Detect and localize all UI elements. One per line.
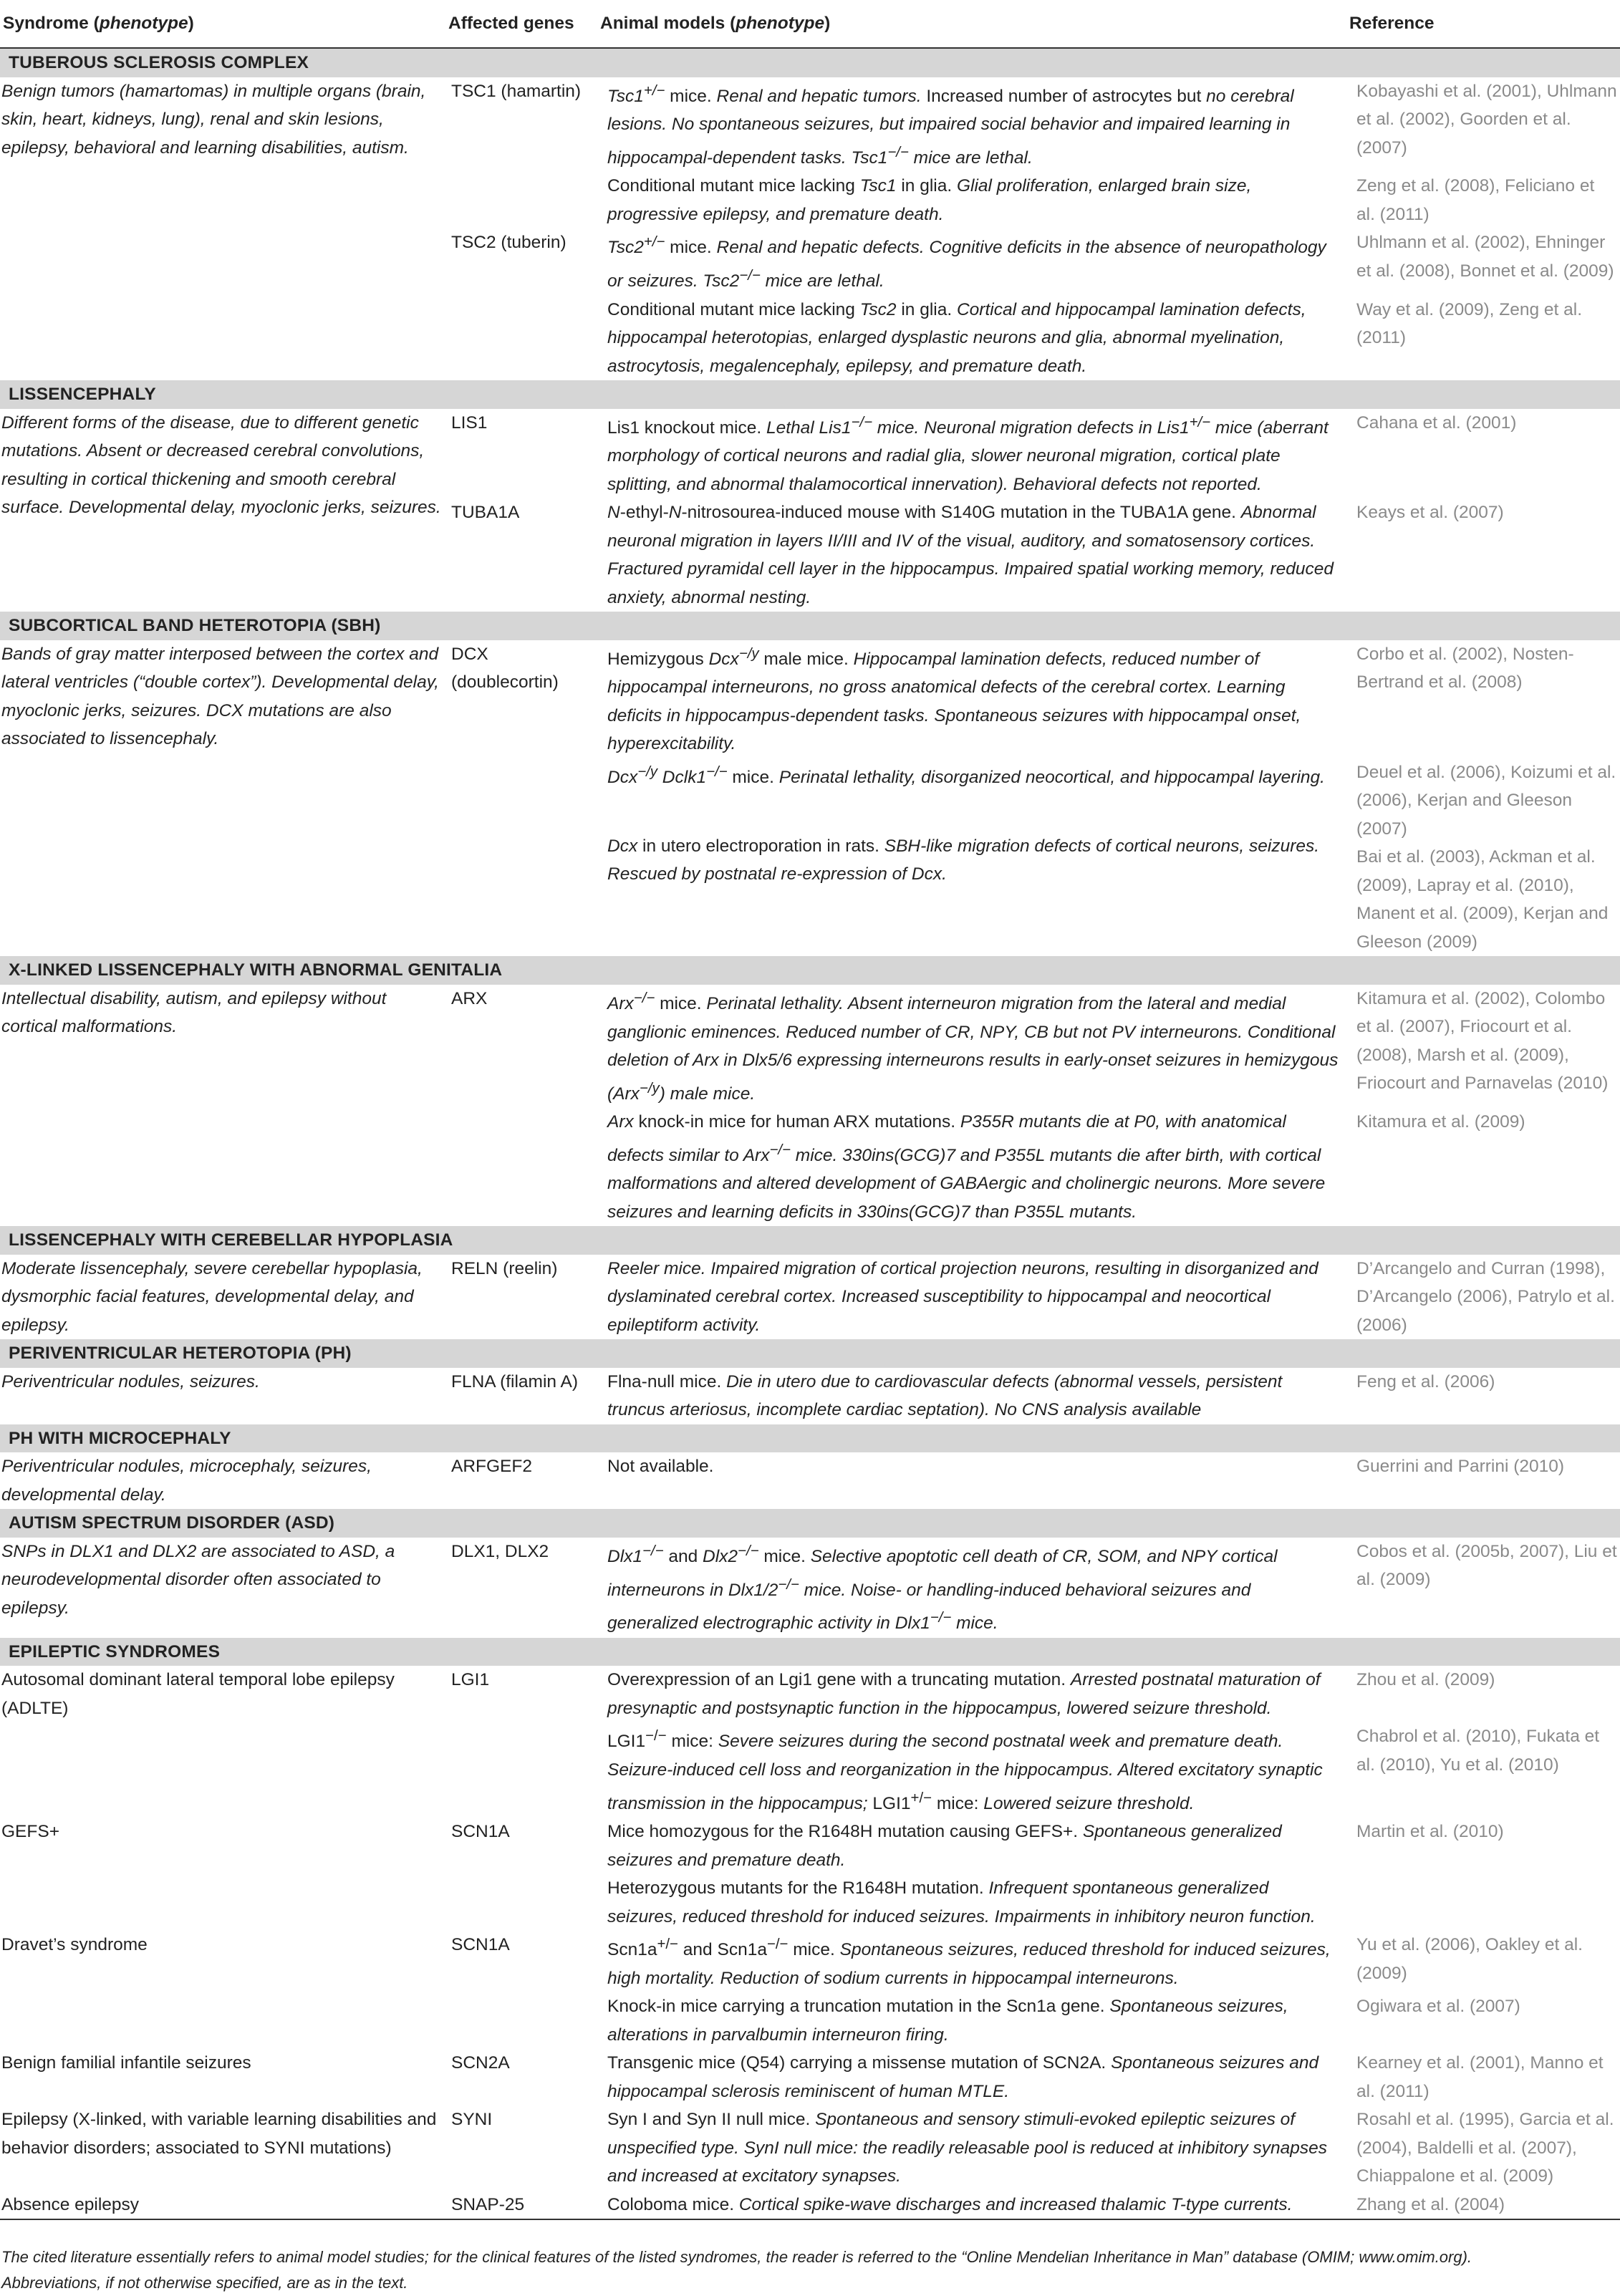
table-row: [0, 1818, 1620, 1874]
reference-cell: Cobos et al. (2005b, 2007), Liu et al. (2009): [1356, 1541, 1617, 1590]
reference-cell: Keays et al. (2007): [1356, 503, 1504, 523]
gene-cell: TUBA1A: [451, 503, 520, 523]
gene-cell: TSC2 (tuberin): [451, 233, 566, 253]
table-row: [0, 2106, 1620, 2191]
reference-cell: Guerrini and Parrini (2010): [1356, 1457, 1565, 1477]
reference-cell: Deuel et al. (2006), Koizumi et al. (2006), Kerjan and Gleeson (2007) Bai et al. (2003), Ackman et al. (2009), Lapray et al. (2010), Manent et al. (2009), Kerjan and Gleeson (2009): [1356, 762, 1616, 952]
model-cell: Overexpression of an Lgi1 gene with a truncating mutation. Arrested postnatal maturation of presynaptic and postsynaptic function in the hippocampus, lowered seizure threshold.: [607, 1670, 1321, 1718]
syndrome-phenotype: Moderate lissencephaly, severe cerebellar hypoplasia, dysmorphic facial features, developmental delay, and epilepsy.: [1, 1258, 423, 1335]
reference-cell: Yu et al. (2006), Oakley et al. (2009): [1356, 1935, 1583, 1983]
gene-cell: LIS1: [451, 413, 488, 433]
section-xlag: [0, 956, 1620, 1226]
footnote-line: The cited literature essentially refers to animal model studies; for the clinical features of the listed syndromes, the reader is referred to the “Online Mendelian Inheritance in Man” database (OMIM; www.omim.org).: [1, 2248, 1472, 2266]
gene-cell: SCN1A: [451, 1935, 510, 1955]
section-title: LISSENCEPHALY WITH CEREBELLAR HYPOPLASIA: [0, 1226, 1620, 1255]
model-cell: N-ethyl-N-nitrosourea-induced mouse with S140G mutation in the TUBA1A gene. Abnormal neuronal migration in layers II/III and IV of the visual, auditory, and somatosensory cortices. Fractured pyramidal cell layer in the hippocampus. Impaired spatial working memory, reduced anxiety, abnormal nesting.: [607, 503, 1334, 607]
model-cell: Flna-null mice. Die in utero due to cardiovascular defects (abnormal vessels, persistent truncus arteriosus, incomplete cardiac septation). No CNS analysis available: [607, 1371, 1283, 1420]
reference-cell: Kobayashi et al. (2001), Uhlmann et al. (2002), Goorden et al. (2007): [1356, 81, 1617, 158]
section-ph-microcephaly: [0, 1424, 1620, 1510]
model-cell: Lis1 knockout mice. Lethal Lis1−/− mice. Neuronal migration defects in Lis1+/− mice (aberrant morphology of cortical neurons and radial glia, slower neuronal migration, cortical plate splitting, and abnormal thalamocortical innervation). Behavioral defects not reported.: [607, 414, 1329, 494]
table-row: [0, 409, 1620, 499]
reference-cell: D’Arcangelo and Curran (1998), D’Arcangelo (2006), Patrylo et al. (2006): [1356, 1258, 1615, 1335]
syndrome-phenotype: Different forms of the disease, due to different genetic mutations. Absent or decreased cerebral convolutions, resulting in cortical thickening and smooth cerebral surface. Developmental delay, myoclonic jerks, seizures.: [1, 413, 441, 518]
syndrome-phenotype: Periventricular nodules, seizures.: [1, 1371, 260, 1391]
syndrome-name: Benign familial infantile seizures: [1, 2053, 251, 2073]
reference-cell: Zhou et al. (2009): [1356, 1670, 1495, 1690]
reference-cell: Ogiwara et al. (2007): [1356, 1997, 1520, 2017]
reference-cell: Cahana et al. (2001): [1356, 413, 1517, 433]
gene-cell: SNAP-25: [451, 2194, 525, 2214]
syndrome-name: Epilepsy (X-linked, with variable learning disabilities and behavior disorders; associated to SYNI mutations): [1, 2110, 437, 2158]
model-cell: Mice homozygous for the R1648H mutation causing GEFS+. Spontaneous generalized seizures and premature death.: [607, 1822, 1282, 1870]
model-cell: Arx knock-in mice for human ARX mutations. P355R mutants die at P0, with anatomical defects similar to Arx−/− mice. 330ins(GCG)7 and P355L mutants die after birth, with cortical malformations and altered development of GABAergic and cholinergic neurons. More severe seizures and learning deficits in 330ins(GCG)7 than P355L mutants.: [607, 1112, 1326, 1222]
section-title: X-LINKED LISSENCEPHALY WITH ABNORMAL GENITALIA: [0, 956, 1620, 985]
reference-cell: Martin et al. (2010): [1356, 1822, 1504, 1842]
reference-cell: Kitamura et al. (2002), Colombo et al. (2007), Friocourt et al. (2008), Marsh et al. (2009), Friocourt and Parnavelas (2010): [1356, 988, 1609, 1094]
gene-cell: DLX1, DLX2: [451, 1541, 549, 1561]
col-header-syndrome: Syndrome (phenotype): [3, 14, 194, 34]
gene-cell: ARX: [451, 988, 488, 1008]
table-row: [0, 1255, 1620, 1340]
gene-cell: SCN2A: [451, 2053, 510, 2073]
syndrome-phenotype: Intellectual disability, autism, and epilepsy without cortical malformations.: [1, 988, 387, 1037]
reference-cell: Chabrol et al. (2010), Fukata et al. (2010), Yu et al. (2010): [1356, 1727, 1600, 1775]
table-header: [0, 0, 1620, 48]
section-asd: [0, 1509, 1620, 1637]
model-cell: Tsc1+/− mice. Renal and hepatic tumors. Increased number of astrocytes but no cerebral lesions. No spontaneous seizures, but impaired social behavior and impaired learning in hippocampal-dependent tasks. Tsc1−/− mice are lethal.: [607, 82, 1294, 168]
col-header-reference: Reference: [1349, 14, 1435, 34]
model-cell: Scn1a+/− and Scn1a−/− mice. Spontaneous seizures, reduced threshold for induced seizures, high mortality. Reduction of sodium currents in hippocampal interneurons.: [607, 1936, 1331, 1988]
section-title: EPILEPTIC SYNDROMES: [0, 1638, 1620, 1666]
section-title: SUBCORTICAL BAND HETEROTOPIA (SBH): [0, 612, 1620, 640]
reference-cell: Zhang et al. (2004): [1356, 2194, 1505, 2214]
reference-cell: Feng et al. (2006): [1356, 1371, 1495, 1391]
model-cell: Arx−/− mice. Perinatal lethality. Absent interneuron migration from the lateral and medial ganglionic eminences. Reduced number of CR, NPY, CB but not PV interneurons. Conditional deletion of Arx in Dlx5/6 expressing interneurons results in early-onset seizures in hemizygous (Arx$^{-/y}$) male mice.: [607, 990, 1339, 1104]
table-row: [0, 1368, 1620, 1424]
syndrome-name: Autosomal dominant lateral temporal lobe epilepsy (ADLTE): [1, 1670, 395, 1718]
table-row: [0, 1931, 1620, 1992]
reference-cell: Kearney et al. (2001), Manno et al. (2011): [1356, 2053, 1604, 2101]
gene-cell: TSC1 (hamartin): [451, 81, 582, 101]
footnote-line: Abbreviations, if not otherwise specified, are as in the text.: [1, 2274, 408, 2292]
col-header-genes: Affected genes: [448, 14, 574, 34]
model-cell: Conditional mutant mice lacking Tsc2 in glia. Cortical and hippocampal lamination defects, hippocampal heterotopias, enlarged dysplastic neurons and glia, abnormal myelination, astrocytosis, megalencephaly, epilepsy, and premature death.: [607, 299, 1306, 376]
table-row: [0, 2049, 1620, 2106]
reference-cell: Way et al. (2009), Zeng et al. (2011): [1356, 299, 1583, 348]
model-cell: Dcx$^{-/y}$ Dclk1−/− mice. Perinatal lethality, disorganized neocortical, and hippocampal layering.: [607, 763, 1325, 788]
syndrome-phenotype: Periventricular nodules, microcephaly, seizures, developmental delay.: [1, 1457, 372, 1505]
gene-cell: FLNA (filamin A): [451, 1371, 578, 1391]
model-cell: Reeler mice. Impaired migration of cortical projection neurons, resulting in disorganized and dyslaminated cerebral cortex. Increased susceptibility to hippocampal and neocortical epileptiform activity.: [607, 1258, 1318, 1335]
reference-cell: Corbo et al. (2002), Nosten-Bertrand et al. (2008): [1356, 644, 1574, 693]
reference-cell: Rosahl et al. (1995), Garcia et al. (2004), Baldelli et al. (2007), Chiappalone et al. (2009): [1356, 2110, 1614, 2186]
table-row: [0, 640, 1620, 758]
table-row: [0, 77, 1620, 173]
table-row: [0, 1452, 1620, 1509]
gene-cell: ARFGEF2: [451, 1457, 532, 1477]
model-cell: Syn I and Syn II null mice. Spontaneous and sensory stimuli-evoked epileptic seizures of unspecified type. SynI null mice: the readily releasable pool is reduced at inhibitory synapses and increased at excitatory synapses.: [607, 2110, 1328, 2186]
model-cell: Knock-in mice carrying a truncation mutation in the Scn1a gene. Spontaneous seizures, alterations in parvalbumin interneuron firing.: [607, 1997, 1288, 2045]
gene-cell: DCX (doublecortin): [451, 644, 559, 693]
table-row: [0, 2191, 1620, 2220]
model-cell: Coloboma mice. Cortical spike-wave discharges and increased thalamic T-type currents.: [607, 2194, 1293, 2214]
syndrome-name: GEFS+: [1, 1822, 60, 1842]
gene-cell: SYNI: [451, 2110, 493, 2130]
model-cell: Not available.: [607, 1457, 714, 1477]
section-sbh: [0, 612, 1620, 956]
reference-cell: Kitamura et al. (2009): [1356, 1112, 1525, 1132]
model-cell: Dlx1−/− and Dlx2−/− mice. Selective apoptotic cell death of CR, SOM, and NPY cortical interneurons in Dlx1/2−/− mice. Noise- or handling-induced behavioral seizures and generalized electrographic activity in Dlx1−/− mice.: [607, 1543, 1278, 1634]
model-cell: Tsc2+/− mice. Renal and hepatic defects. Cognitive deficits in the absence of neuropathology or seizures. Tsc2−/− mice are lethal.: [607, 234, 1326, 291]
syndrome-name: Absence epilepsy: [1, 2194, 140, 2214]
model-cell: Hemizygous Dcx$^{-/y}$ male mice. Hippocampal lamination defects, reduced number of hippocampal interneurons, no gross anatomical defects of the cerebral cortex. Learning deficits in hippocampus-dependent tasks. Spontaneous seizures with hippocampal onset, hyperexcitability.: [607, 645, 1301, 754]
section-title: LISSENCEPHALY: [0, 380, 1620, 409]
syndrome-phenotype: SNPs in DLX1 and DLX2 are associated to ASD, a neurodevelopmental disorder often associated to epilepsy.: [1, 1541, 395, 1618]
section-lch: [0, 1226, 1620, 1339]
section-ph: [0, 1339, 1620, 1424]
gene-cell: RELN (reelin): [451, 1258, 558, 1278]
model-cell: Transgenic mice (Q54) carrying a missense mutation of SCN2A. Spontaneous seizures and hippocampal sclerosis reminiscent of human MTLE.: [607, 2053, 1319, 2101]
reference-cell: Uhlmann et al. (2002), Ehninger et al. (2008), Bonnet et al. (2009): [1356, 233, 1614, 281]
section-title: PH WITH MICROCEPHALY: [0, 1424, 1620, 1453]
table-row: [0, 985, 1620, 1108]
section-lissencephaly: [0, 380, 1620, 612]
syndrome-phenotype: Benign tumors (hamartomas) in multiple organs (brain, skin, heart, kidneys, lung), renal and skin lesions, epilepsy, behavioral and learning disabilities, autism.: [1, 81, 426, 158]
section-epileptic: [0, 1638, 1620, 2219]
gene-cell: LGI1: [451, 1670, 490, 1690]
syndrome-name: Dravet’s syndrome: [1, 1935, 148, 1955]
reference-cell: Zeng et al. (2008), Feliciano et al. (2011): [1356, 176, 1595, 224]
gene-cell: SCN1A: [451, 1822, 510, 1842]
model-cell: Dcx in utero electroporation in rats. SBH-like migration defects of cortical neurons, seizures. Rescued by postnatal re-expression of Dcx.: [607, 836, 1320, 884]
table-footnote: [0, 2244, 1620, 2296]
section-title: TUBEROUS SCLEROSIS COMPLEX: [0, 48, 1620, 77]
table-row: [0, 1666, 1620, 1722]
table-row: [0, 1538, 1620, 1638]
section-title: PERIVENTRICULAR HETEROTOPIA (PH): [0, 1339, 1620, 1368]
col-header-models: Animal models (phenotype): [600, 14, 831, 34]
model-cell: Heterozygous mutants for the R1648H mutation. Infrequent spontaneous generalized seizures, reduced threshold for induced seizures. Impairments in inhibitory neuron function.: [607, 1878, 1316, 1926]
section-tsc: [0, 48, 1620, 380]
syndrome-phenotype: Bands of gray matter interposed between the cortex and lateral ventricles (“double cortex”). Developmental delay, myoclonic jerks, seizures. DCX mutations are also associated to lissencephaly.: [1, 644, 439, 749]
section-title: AUTISM SPECTRUM DISORDER (ASD): [0, 1509, 1620, 1538]
model-cell: Conditional mutant mice lacking Tsc1 in glia. Glial proliferation, enlarged brain size, progressive epilepsy, and premature death.: [607, 176, 1252, 224]
model-cell: LGI1−/− mice: Severe seizures during the second postnatal week and premature death. Seizure-induced cell loss and reorganization in the hippocampus. Altered excitatory synaptic transmission in the hippocampus; LGI1+/− mice: Lowered seizure threshold.: [607, 1728, 1323, 1813]
